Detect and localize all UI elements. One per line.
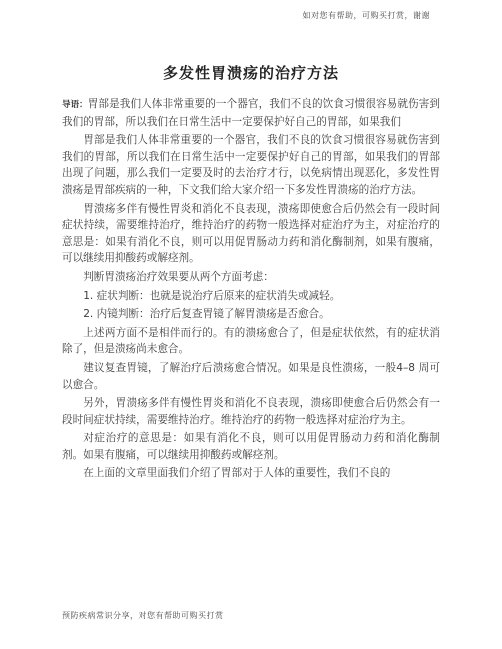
- body-paragraph: 胃溃疡多伴有慢性胃炎和消化不良表现，溃疡即使愈合后仍然会有一段时间症状持续，需要维持治疗，维持治疗的药物一般选择对症治疗为主，对症治疗的意思是：如果有消化不良，则可以用促胃肠动力药和消化酶制剂，如果有腹痛，可以继续用抑酸药或解痉剂。: [62, 202, 440, 265]
- body-paragraph: 在上面的文章里面我们介绍了胃部对于人体的重要性，我们不良的: [83, 467, 391, 480]
- list-item: 2. 内镜判断：治疗后复查胃镜了解胃溃疡是否愈合。: [83, 308, 330, 321]
- intro-paragraph: [62, 96, 440, 130]
- body-paragraph: 建议复查胃镜，了解治疗后溃疡愈合情况。如果是良性溃疡，一般4–8 周可以愈合。: [62, 361, 440, 391]
- body-paragraph: 对症治疗的意思是：如果有消化不良，则可以用促胃肠动力药和消化酶制剂。如果有腹痛，可以继续用抑酸药或解痉剂。: [62, 432, 440, 461]
- body-paragraph: 另外，胃溃疡多伴有慢性胃炎和消化不良表现，溃疡即使愈合后仍然会有一段时间症状持续，需要维持治疗。维持治疗的药物一般选择对症治疗为主。: [62, 397, 440, 426]
- list-item: 1. 症状判断：也就是说治疗后原来的症状消失或减轻。: [83, 289, 341, 302]
- intro-text: 胃部是我们人体非常重要的一个器官，我们不良的饮食习惯很容易就伤害到我们的胃部，所以我们在日常生活中一定要保护好自己的胃部，如果我们: [62, 98, 440, 128]
- document-body: [62, 96, 440, 484]
- header-note: 如对您有帮助，可购买打赏，谢谢: [302, 11, 430, 20]
- body-paragraph: 上述两方面不是相伴而行的。有的溃疡愈合了，但是症状依然，有的症状消除了，但是溃疡尚未愈合。: [62, 326, 440, 356]
- footer-note: 预防疾病常识分享，对您有帮助可购买打赏: [62, 611, 224, 620]
- body-paragraph: 判断胃溃疡治疗效果要从两个方面考虑：: [83, 270, 274, 283]
- document-title: 多发性胃溃疡的治疗方法: [162, 64, 339, 82]
- intro-label: 导语：: [62, 100, 88, 110]
- body-paragraph: 胃部是我们人体非常重要的一个器官，我们不良的饮食习惯很容易就伤害到我们的胃部，所以我们在日常生活中一定要保护好自己的胃部，如果我们的胃部出现了问题，那么我们一定要及时的去治疗才行，以免病情出现恶化，多发性胃溃疡是胃部疾病的一种，下文我们给大家介绍一下多发性胃溃疡的治疗方法。: [62, 134, 440, 196]
